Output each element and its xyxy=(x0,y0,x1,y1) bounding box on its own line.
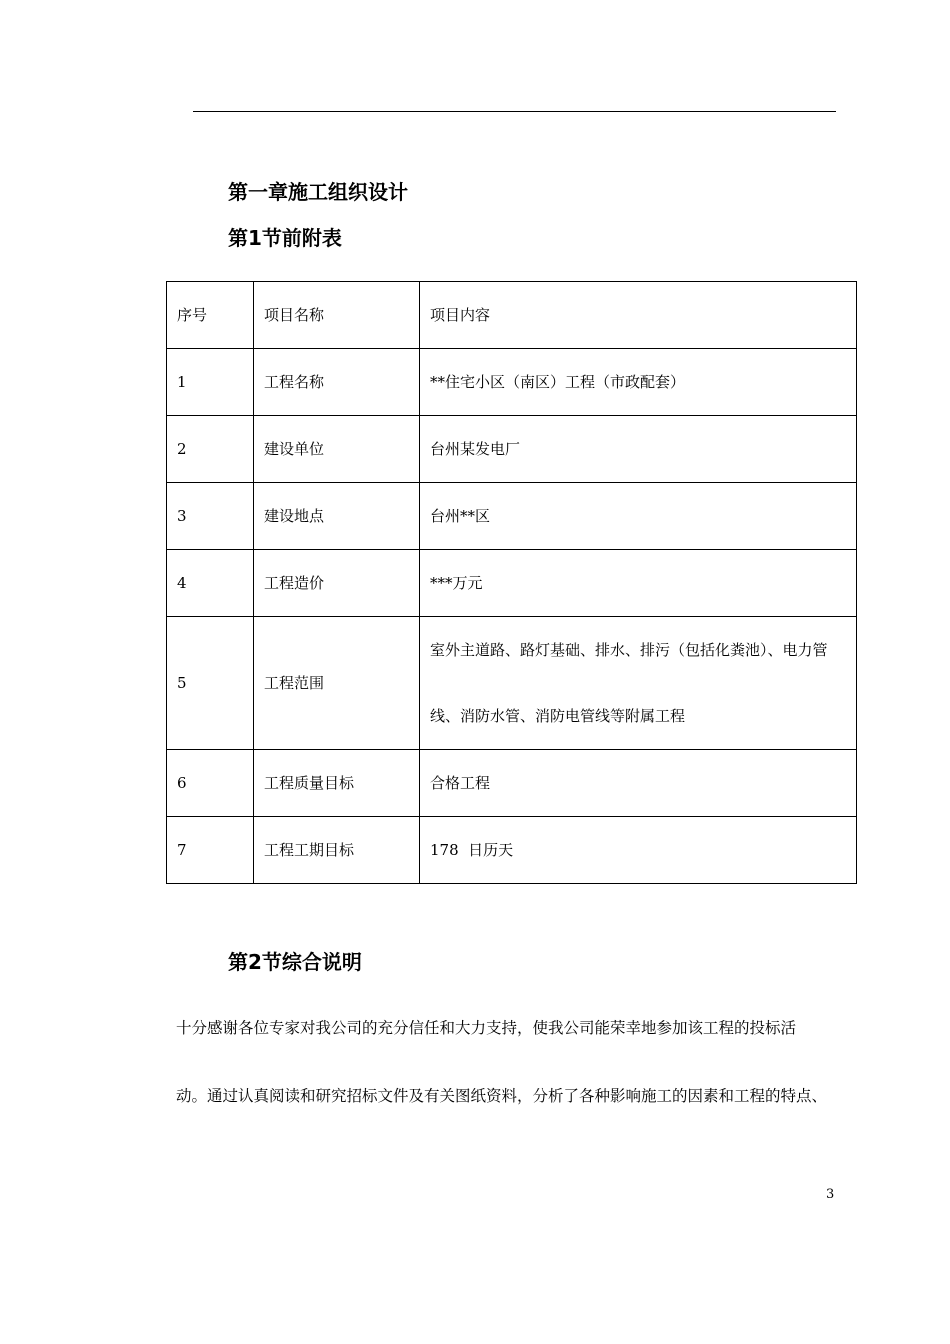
item-content: ***万元 xyxy=(420,550,857,617)
item-content: **住宅小区（南区）工程（市政配套） xyxy=(420,349,857,416)
table-header-row xyxy=(167,282,857,349)
table-row xyxy=(167,416,857,483)
table-row xyxy=(167,817,857,884)
item-name: 建设地点 xyxy=(254,483,420,550)
table-row xyxy=(167,550,857,617)
row-number: 7 xyxy=(167,817,254,884)
row-number: 6 xyxy=(167,750,254,817)
row-number: 1 xyxy=(167,349,254,416)
chapter-title: 第一章施工组织设计 xyxy=(228,180,408,204)
item-name: 工程名称 xyxy=(254,349,420,416)
body-text-line: 动。通过认真阅读和研究招标文件及有关图纸资料，分析了各种影响施工的因素和工程的特点、 xyxy=(176,1087,828,1105)
item-name: 工程造价 xyxy=(254,550,420,617)
header-cell: 项目内容 xyxy=(420,282,857,349)
table-row xyxy=(167,617,857,750)
item-content: 台州某发电厂 xyxy=(420,416,857,483)
table-row xyxy=(167,750,857,817)
item-content: 合格工程 xyxy=(420,750,857,817)
row-number: 4 xyxy=(167,550,254,617)
item-content: 台州**区 xyxy=(420,483,857,550)
header-rule xyxy=(193,111,836,112)
table-row xyxy=(167,483,857,550)
page-number: 3 xyxy=(826,1187,835,1202)
item-name: 工程范围 xyxy=(254,617,420,750)
item-name: 建设单位 xyxy=(254,416,420,483)
body-text-line: 十分感谢各位专家对我公司的充分信任和大力支持，使我公司能荣幸地参加该工程的投标活 xyxy=(176,1019,797,1037)
row-number: 3 xyxy=(167,483,254,550)
item-content: 178 日历天 xyxy=(420,817,857,884)
header-cell: 序号 xyxy=(167,282,254,349)
item-content-line: 线、消防水管、消防电管线等附属工程 xyxy=(430,707,686,725)
row-number: 2 xyxy=(167,416,254,483)
header-cell: 项目名称 xyxy=(254,282,420,349)
item-content-line: 室外主道路、路灯基础、排水、排污（包括化粪池）、电力管 xyxy=(430,641,828,659)
table-row xyxy=(167,349,857,416)
section-title: 第2节综合说明 xyxy=(228,950,362,974)
item-name: 工程质量目标 xyxy=(254,750,420,817)
section-title: 第1节前附表 xyxy=(228,226,342,250)
row-number: 5 xyxy=(167,617,254,750)
item-content xyxy=(420,617,857,750)
item-name: 工程工期目标 xyxy=(254,817,420,884)
attachment-table xyxy=(166,281,857,884)
